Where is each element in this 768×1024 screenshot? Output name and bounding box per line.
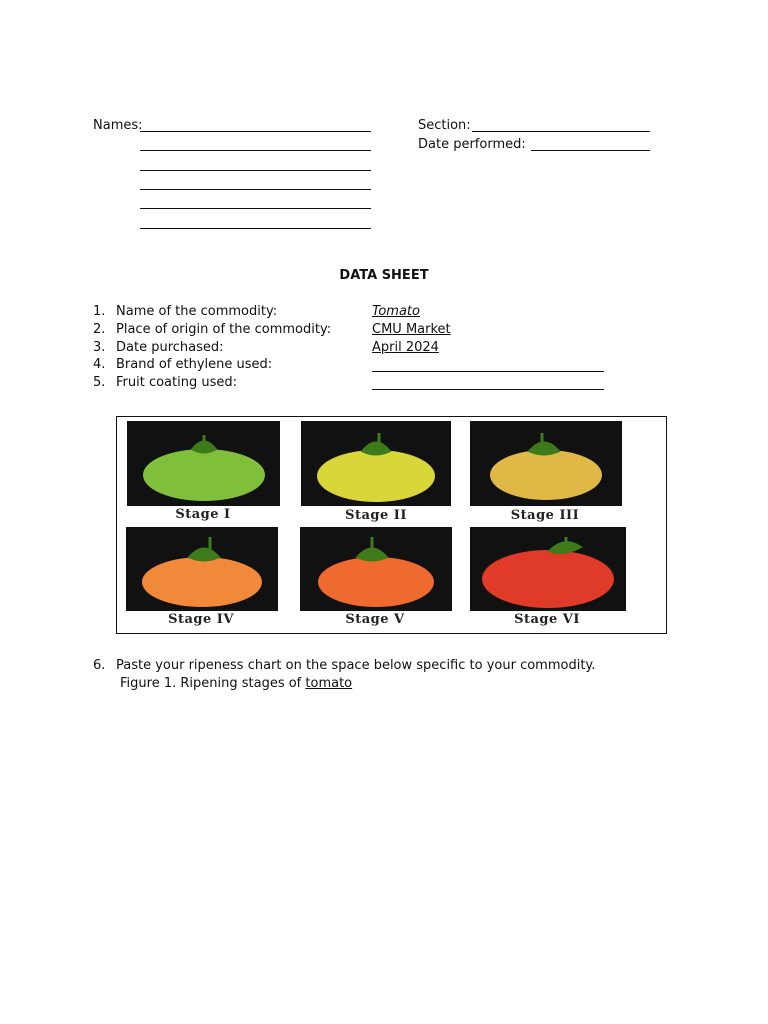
item-number: 5. (93, 375, 106, 390)
tomato-shape (490, 450, 602, 500)
name-field-2[interactable] (140, 150, 371, 151)
item-label: Name of the commodity: (116, 304, 278, 319)
stage-caption: Stage VI (514, 612, 580, 627)
item-number: 2. (93, 322, 106, 337)
stage-photo (470, 421, 622, 506)
stem-icon (550, 537, 580, 552)
item-label: Fruit coating used: (116, 375, 237, 390)
stage-photo (470, 527, 626, 611)
item-6-instruction: Paste your ripeness chart on the space below specific to your commodity. (116, 658, 596, 673)
figure-caption-subject: tomato (305, 676, 353, 691)
figure-caption-prefix: Figure 1. Ripening stages of (120, 676, 306, 691)
stage-photo (301, 421, 451, 506)
stem-icon (190, 537, 218, 560)
stem-icon (363, 433, 389, 454)
ripeness-chart (116, 416, 667, 634)
date-performed-field[interactable] (531, 150, 650, 151)
page-title: DATA SHEET (339, 268, 429, 283)
commodity-value: Tomato (372, 304, 420, 319)
item-label: Place of origin of the commodity: (116, 322, 332, 337)
stage-caption: Stage I (175, 507, 231, 522)
name-field-6[interactable] (140, 228, 371, 229)
names-label: Names: (93, 118, 143, 133)
section-field[interactable] (472, 131, 650, 132)
item-number: 4. (93, 357, 106, 372)
item-number: 3. (93, 340, 106, 355)
tomato-shape (143, 449, 265, 501)
stem-icon (358, 537, 386, 560)
origin-value: CMU Market (372, 322, 451, 337)
date-purchased-value: April 2024 (372, 340, 439, 355)
name-field-1[interactable] (140, 131, 371, 132)
item-number: 1. (93, 304, 106, 319)
tomato-shape (318, 557, 434, 607)
stage-caption: Stage IV (168, 612, 234, 627)
item-number: 6. (93, 658, 106, 673)
figure-caption (120, 676, 352, 691)
tomato-shape (142, 557, 262, 607)
stem-icon (193, 435, 215, 452)
section-label: Section: (418, 118, 471, 133)
name-field-5[interactable] (140, 208, 371, 209)
tomato-shape (317, 450, 435, 502)
name-field-3[interactable] (140, 170, 371, 171)
stage-photo (300, 527, 452, 611)
fruit-coating-field[interactable] (372, 389, 604, 390)
stage-photo (126, 527, 278, 611)
stage-photo (127, 421, 280, 506)
stage-caption: Stage II (345, 508, 407, 523)
tomato-shape (482, 550, 614, 608)
name-field-4[interactable] (140, 189, 371, 190)
date-performed-label: Date performed: (418, 137, 526, 152)
stage-caption: Stage V (345, 612, 405, 627)
item-label: Brand of ethylene used: (116, 357, 273, 372)
ethylene-brand-field[interactable] (372, 371, 604, 372)
item-label: Date purchased: (116, 340, 224, 355)
stem-icon (530, 433, 558, 454)
stage-caption: Stage III (510, 508, 580, 523)
